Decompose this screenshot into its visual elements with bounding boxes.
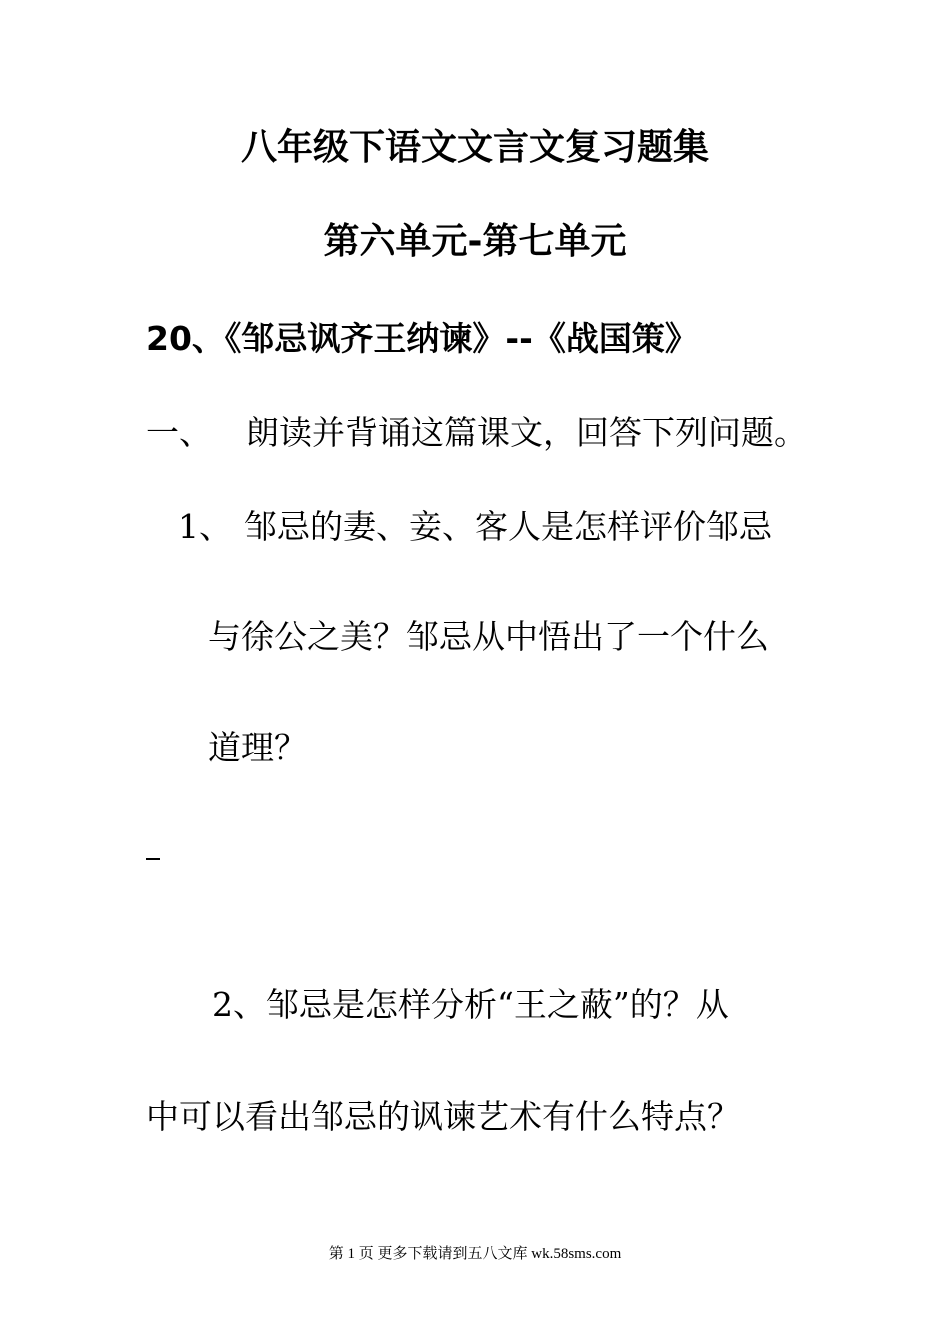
document-subtitle: 第六单元-第七单元 — [323, 221, 627, 262]
section-number: 一、 — [146, 413, 212, 452]
section-instruction: 朗读并背诵这篇课文，回答下列问题。 — [246, 413, 807, 452]
question-1-line-3: 道理？ — [208, 728, 307, 767]
page-footer: 第 1 页 更多下载请到五八文库 wk.58sms.com — [328, 1246, 622, 1262]
question-2-line-1: 2、邹忌是怎样分析“王之蔽”的？从 — [212, 985, 729, 1024]
lesson-heading: 20、《邹忌讽齐王纳谏》--《战国策》 — [146, 319, 698, 358]
question-text: 邹忌的妻、妾、客人是怎样评价邹忌 — [244, 507, 772, 546]
question-1-line-1 — [178, 507, 772, 546]
document-title: 八年级下语文文言文复习题集 — [240, 127, 709, 168]
question-number: 1、 — [178, 507, 232, 546]
question-2-line-2: 中可以看出邹忌的讽谏艺术有什么特点？ — [146, 1097, 740, 1136]
answer-blank-line — [146, 858, 160, 860]
section-one-heading — [146, 413, 807, 452]
question-1-line-2: 与徐公之美？邹忌从中悟出了一个什么 — [208, 617, 769, 656]
